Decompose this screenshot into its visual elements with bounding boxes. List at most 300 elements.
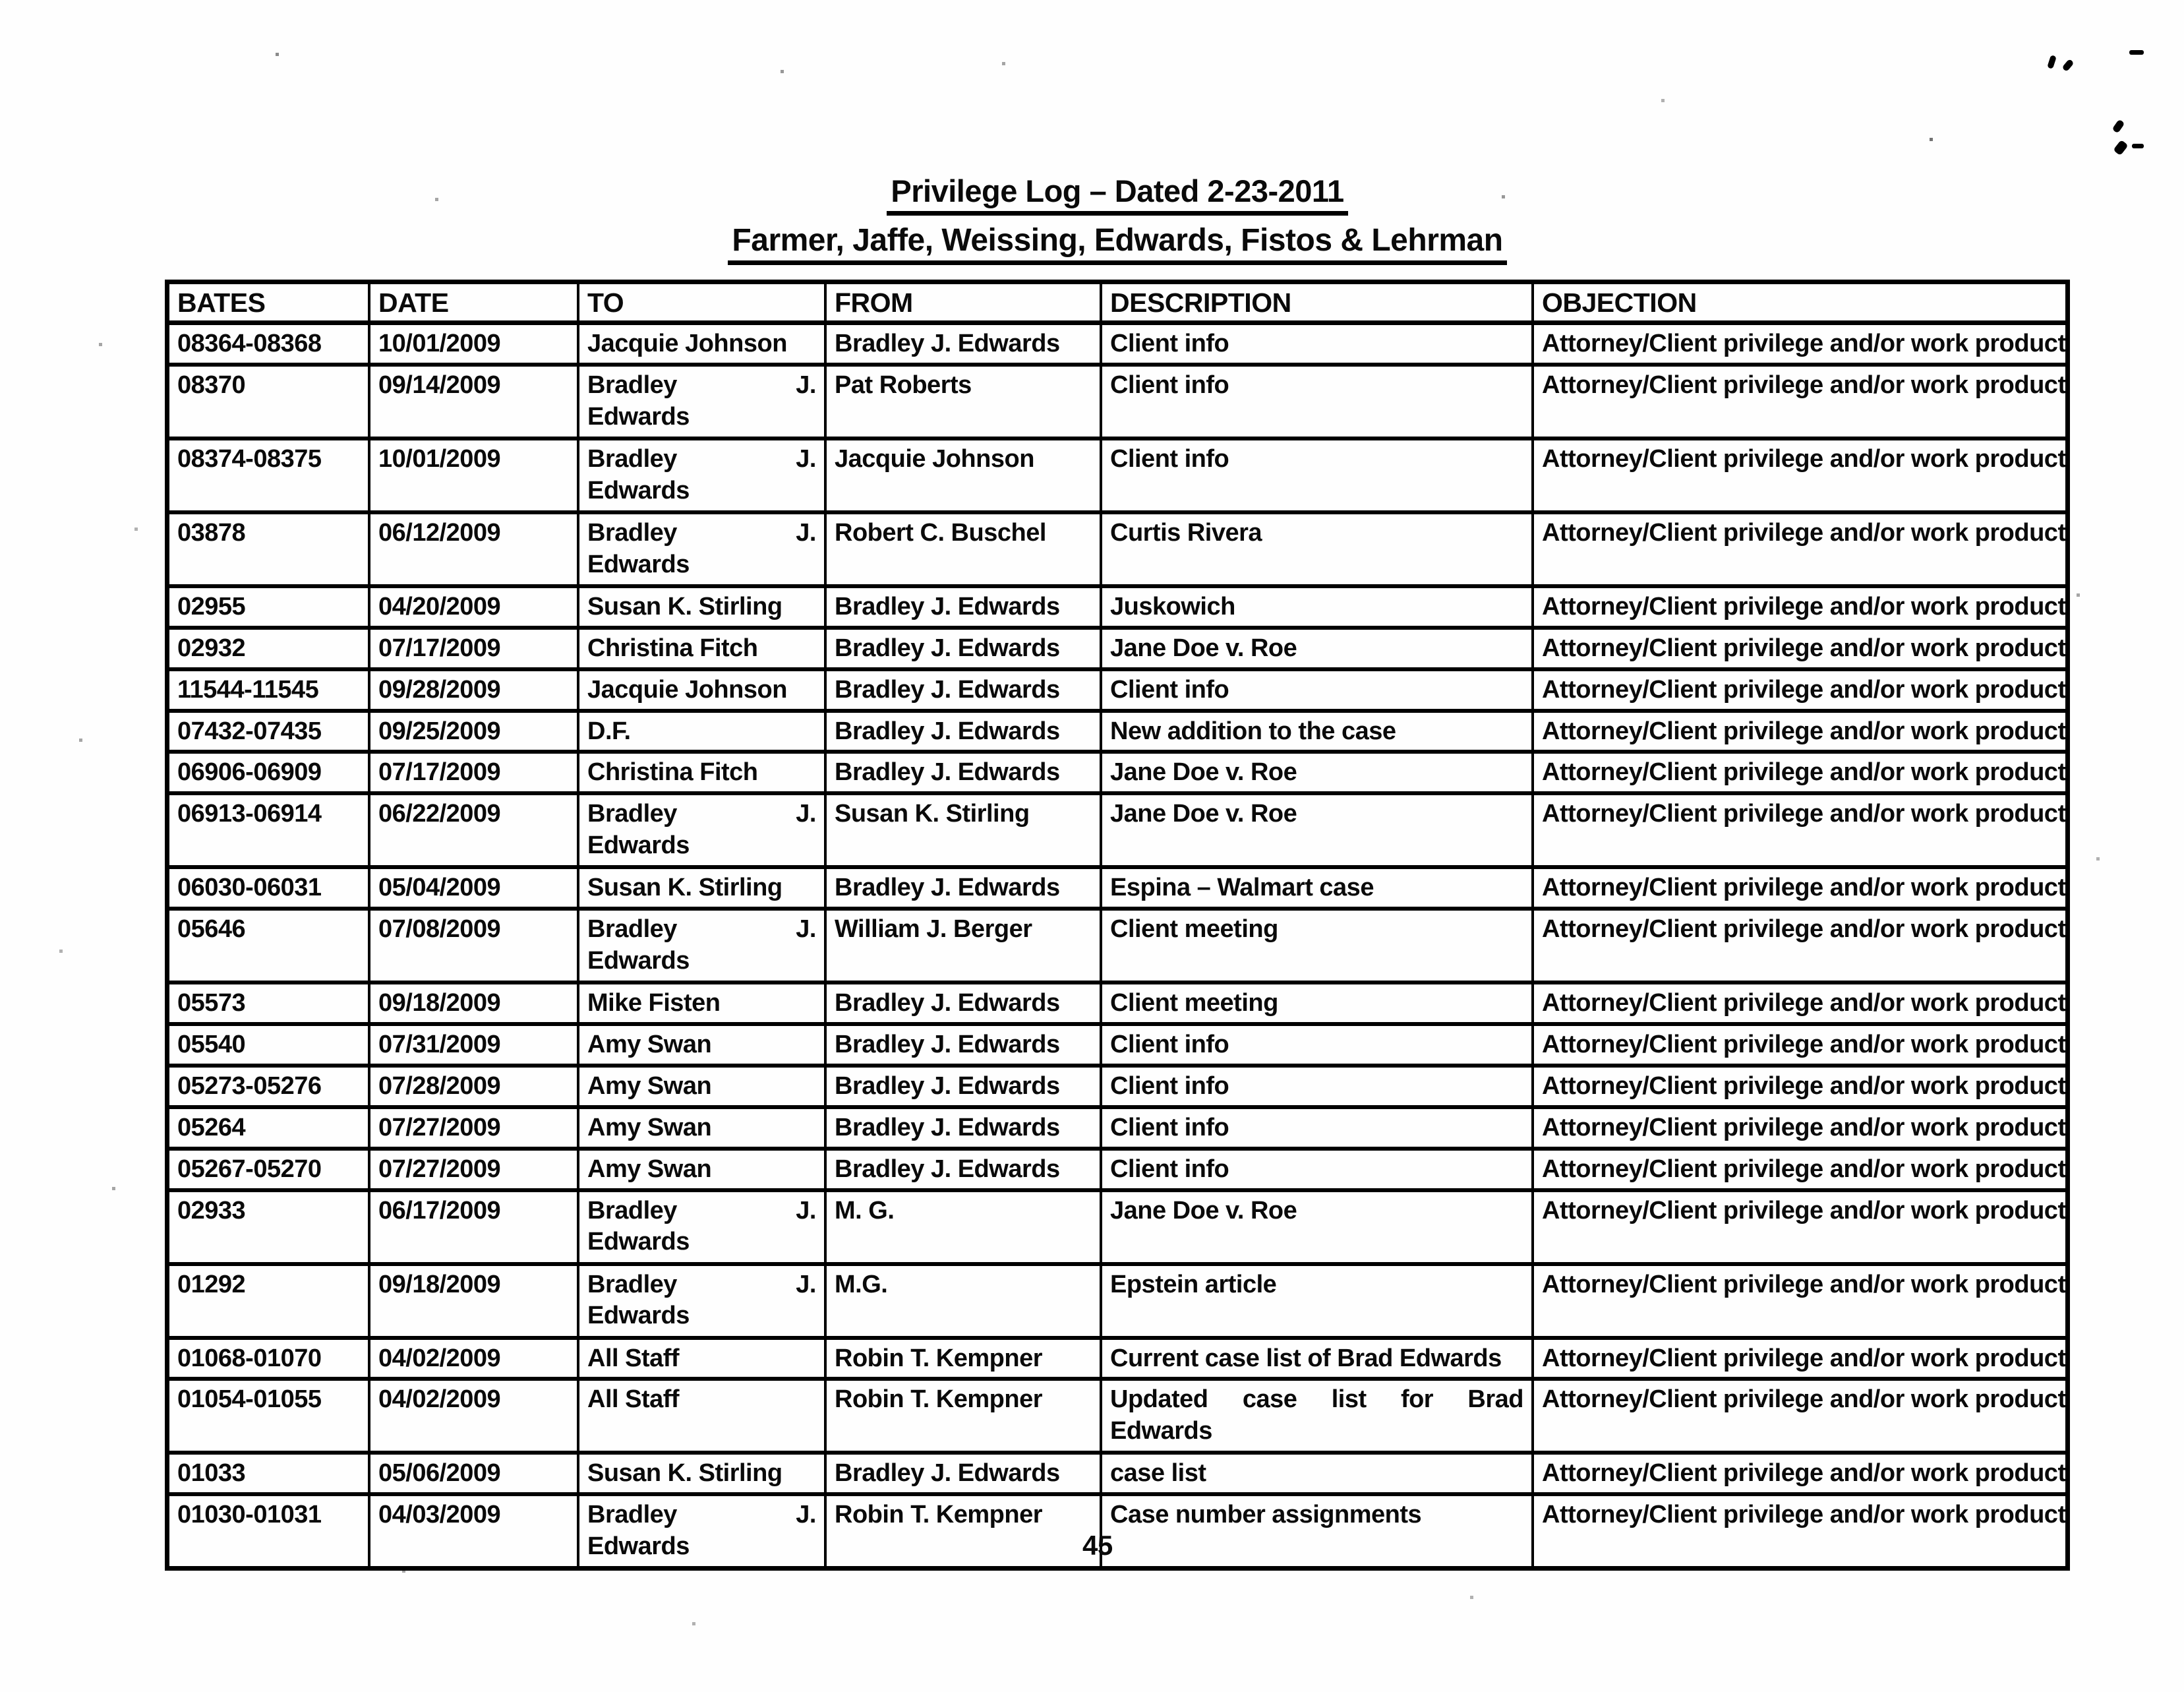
cell-from <box>825 1338 1101 1379</box>
cell-text: Bradley J. Edwards <box>835 1072 1060 1100</box>
cell-line <box>177 872 360 904</box>
cell-text: 07/28/2009 <box>378 1072 501 1100</box>
cell-line <box>1110 370 1523 402</box>
cell-date <box>369 1338 578 1379</box>
cell-description <box>1101 867 1533 909</box>
cell-text: Susan K. Stirling <box>587 874 782 902</box>
cell-line <box>1542 328 2066 360</box>
cell-bates <box>167 365 370 438</box>
cell-text: Curtis Rivera <box>1110 518 1262 547</box>
cell-text: Edwards <box>587 402 690 431</box>
cell-text: Bradley <box>587 800 677 828</box>
cell-date <box>369 1190 578 1264</box>
cell-text: Bradley J. Edwards <box>835 1459 1060 1488</box>
cell-description <box>1101 1190 1533 1264</box>
cell-line <box>835 1458 1092 1490</box>
cell-line <box>587 716 816 748</box>
cell-line <box>1110 633 1523 665</box>
cell-text: Attorney/Client privilege and/or work product <box>1542 371 2066 399</box>
cell-date <box>369 1264 578 1338</box>
cell-line <box>1542 1499 2066 1531</box>
cell-date <box>369 982 578 1024</box>
cell-description <box>1101 909 1533 982</box>
cell-text: Bradley J. Edwards <box>835 874 1060 902</box>
cell-text: Attorney/Client privilege and/or work product <box>1542 518 2066 547</box>
table-row <box>167 1066 2068 1107</box>
cell-text: Client info <box>1110 371 1229 399</box>
cell-objection <box>1533 982 2068 1024</box>
cell-text: case list <box>1110 1459 1206 1488</box>
cell-line <box>587 1531 816 1563</box>
cell-line <box>587 518 816 549</box>
cell-bates <box>167 323 370 365</box>
cell-line <box>378 444 569 475</box>
cell-from <box>825 669 1101 711</box>
cell-objection <box>1533 628 2068 669</box>
cell-text: Bradley J. Edwards <box>835 592 1060 620</box>
cell-line <box>587 549 816 581</box>
cell-line <box>378 757 569 789</box>
cell-objection <box>1533 752 2068 793</box>
cell-to <box>578 586 825 628</box>
cell-date <box>369 1494 578 1568</box>
cell-date <box>369 1066 578 1107</box>
cell-line <box>378 518 569 549</box>
cell-text: Attorney/Client privilege and/or work product <box>1542 758 2066 787</box>
cell-objection <box>1533 438 2068 512</box>
cell-line <box>177 1112 360 1144</box>
cell-text: Attorney/Client privilege and/or work product <box>1542 1344 2066 1372</box>
cell-text: Robert C. Buschel <box>835 518 1046 547</box>
cell-text: 07/17/2009 <box>378 634 501 662</box>
cell-text: Espina – Walmart case <box>1110 874 1374 902</box>
cell-description <box>1101 1453 1533 1494</box>
cell-line <box>378 1071 569 1103</box>
cell-text: Client info <box>1110 1031 1229 1058</box>
cell-to <box>578 438 825 512</box>
cell-text: 09/18/2009 <box>378 989 501 1017</box>
cell-line <box>1542 675 2066 706</box>
cell-line <box>1542 633 2066 665</box>
cell-line <box>1110 1416 1523 1447</box>
cell-to <box>578 1024 825 1066</box>
cell-text: Robin T. Kempner <box>835 1385 1043 1414</box>
cell-objection <box>1533 909 2068 982</box>
cell-from <box>825 711 1101 752</box>
cell-description <box>1101 711 1533 752</box>
cell-text: Bradley J. Edwards <box>835 1031 1060 1058</box>
cell-text: Attorney/Client privilege and/or work product <box>1542 717 2066 745</box>
cell-line <box>378 1343 569 1375</box>
cell-text: 01033 <box>177 1459 246 1488</box>
cell-text: Edwards <box>587 947 690 975</box>
cell-text: 03878 <box>177 518 246 547</box>
cell-text: 04/02/2009 <box>378 1385 501 1414</box>
scan-mark <box>2129 50 2144 55</box>
cell-text: 06030-06031 <box>177 874 322 902</box>
cell-line <box>587 633 816 665</box>
cell-text: Bradley J. Edwards <box>835 330 1060 357</box>
cell-line <box>1110 1499 1523 1531</box>
cell-line <box>1110 591 1523 623</box>
cell-description <box>1101 1264 1533 1338</box>
table-row <box>167 1264 2068 1338</box>
cell-line <box>1110 328 1523 360</box>
cell-text: 02955 <box>177 592 246 620</box>
cell-line <box>1110 1154 1523 1186</box>
cell-text: Bradley J. Edwards <box>835 717 1060 745</box>
cell-bates <box>167 1264 370 1338</box>
cell-line <box>587 799 816 830</box>
cell-line <box>835 872 1092 904</box>
cell-text: New addition to the case <box>1110 717 1396 745</box>
cell-line <box>378 799 569 830</box>
cell-to <box>578 1066 825 1107</box>
cell-date <box>369 1107 578 1149</box>
table-row <box>167 1024 2068 1066</box>
cell-description <box>1101 793 1533 867</box>
table-row <box>167 512 2068 586</box>
cell-text: list <box>1331 1385 1367 1414</box>
cell-text: Bradley <box>587 518 677 547</box>
cell-text: 08370 <box>177 371 246 399</box>
cell-text: Edwards <box>1110 1417 1212 1445</box>
cell-from <box>825 365 1101 438</box>
cell-text: Client meeting <box>1110 989 1278 1017</box>
scan-artifacts <box>0 0 1 1</box>
cell-line <box>177 328 360 360</box>
cell-line <box>1542 1384 2066 1416</box>
cell-text: J. <box>796 915 816 944</box>
cell-from <box>825 586 1101 628</box>
cell-line <box>177 988 360 1019</box>
cell-text: 07/27/2009 <box>378 1155 501 1183</box>
cell-line <box>177 1195 360 1227</box>
cell-to <box>578 669 825 711</box>
cell-bates <box>167 1494 370 1568</box>
cell-from <box>825 512 1101 586</box>
cell-line <box>177 1269 360 1301</box>
cell-description <box>1101 752 1533 793</box>
cell-bates <box>167 628 370 669</box>
cell-line <box>177 914 360 946</box>
cell-line <box>835 914 1092 946</box>
cell-text: 01030-01031 <box>177 1501 322 1529</box>
cell-text: Christina Fitch <box>587 758 758 787</box>
cell-from <box>825 323 1101 365</box>
cell-text: Jane Doe v. Roe <box>1110 1196 1297 1224</box>
cell-bates <box>167 669 370 711</box>
cell-line <box>1110 1029 1523 1061</box>
cell-bates <box>167 982 370 1024</box>
scan-mark <box>2112 119 2125 134</box>
cell-date <box>369 628 578 669</box>
cell-text: Bradley J. Edwards <box>835 1113 1060 1141</box>
cell-text: Attorney/Client privilege and/or work product <box>1542 634 2066 662</box>
cell-text: J. <box>796 371 816 399</box>
cell-text: Attorney/Client privilege and/or work product <box>1542 1155 2066 1183</box>
table-row <box>167 1338 2068 1379</box>
cell-text: All Staff <box>587 1385 680 1414</box>
cell-from <box>825 793 1101 867</box>
cell-to <box>578 365 825 438</box>
cell-text: Jane Doe v. Roe <box>1110 634 1297 662</box>
cell-text: Jacquie Johnson <box>587 675 787 704</box>
cell-text: Amy Swan <box>587 1155 712 1183</box>
cell-text: 06906-06909 <box>177 758 322 787</box>
cell-from <box>825 1190 1101 1264</box>
cell-description <box>1101 1494 1533 1568</box>
cell-line <box>835 716 1092 748</box>
cell-text: Attorney/Client privilege and/or work product <box>1542 1385 2066 1414</box>
cell-from <box>825 1379 1101 1453</box>
cell-text: 04/20/2009 <box>378 592 501 620</box>
cell-text: for <box>1400 1385 1434 1414</box>
cell-line <box>378 1269 569 1301</box>
cell-bates <box>167 909 370 982</box>
cell-text: Robin T. Kempner <box>835 1344 1043 1372</box>
cell-to <box>578 1264 825 1338</box>
cell-text: 08364-08368 <box>177 330 322 357</box>
cell-to <box>578 1494 825 1568</box>
cell-line <box>177 1154 360 1186</box>
cell-line <box>835 1071 1092 1103</box>
cell-date <box>369 438 578 512</box>
cell-from <box>825 628 1101 669</box>
cell-text: Edwards <box>587 550 690 578</box>
cell-line <box>1542 799 2066 830</box>
cell-text: All Staff <box>587 1344 680 1372</box>
scan-mark <box>2113 140 2128 156</box>
cell-line <box>1110 518 1523 549</box>
cell-text: J. <box>796 444 816 473</box>
cell-bates <box>167 793 370 867</box>
cell-line <box>835 1112 1092 1144</box>
table-row <box>167 1190 2068 1264</box>
cell-line <box>587 946 816 977</box>
cell-date <box>369 867 578 909</box>
cell-text: Mike Fisten <box>587 989 721 1017</box>
cell-to <box>578 1338 825 1379</box>
cell-description <box>1101 1024 1533 1066</box>
cell-text: Robin T. Kempner <box>835 1501 1043 1529</box>
cell-objection <box>1533 323 2068 365</box>
cell-date <box>369 752 578 793</box>
cell-description <box>1101 512 1533 586</box>
cell-date <box>369 793 578 867</box>
cell-line <box>835 988 1092 1019</box>
cell-line <box>835 1029 1092 1061</box>
table-row <box>167 323 2068 365</box>
table-row <box>167 982 2068 1024</box>
cell-from <box>825 1066 1101 1107</box>
cell-text: Attorney/Client privilege and/or work product <box>1542 330 2066 357</box>
cell-date <box>369 1149 578 1190</box>
cell-date <box>369 1024 578 1066</box>
cell-objection <box>1533 586 2068 628</box>
table-row <box>167 1107 2068 1149</box>
cell-text: Attorney/Client privilege and/or work product <box>1542 989 2066 1017</box>
cell-line <box>378 633 569 665</box>
cell-line <box>1542 757 2066 789</box>
table-row <box>167 365 2068 438</box>
table-row <box>167 793 2068 867</box>
cell-text: Jane Doe v. Roe <box>1110 758 1297 787</box>
cell-line <box>835 633 1092 665</box>
cell-text: J. <box>796 518 816 547</box>
cell-text: Bradley J. Edwards <box>835 758 1060 787</box>
cell-from <box>825 438 1101 512</box>
cell-line <box>177 1029 360 1061</box>
cell-line <box>835 444 1092 475</box>
cell-line <box>587 1269 816 1301</box>
cell-bates <box>167 752 370 793</box>
cell-line <box>177 675 360 706</box>
cell-to <box>578 909 825 982</box>
cell-text: Bradley <box>587 444 677 473</box>
cell-text: Jane Doe v. Roe <box>1110 800 1297 828</box>
cell-description <box>1101 365 1533 438</box>
cell-line <box>1110 914 1523 946</box>
column-header-date: DATE <box>369 282 578 323</box>
page-title: Privilege Log – Dated 2-23-2011 <box>887 173 1347 216</box>
cell-line <box>835 518 1092 549</box>
cell-bates <box>167 1453 370 1494</box>
cell-text: Attorney/Client privilege and/or work product <box>1542 800 2066 828</box>
cell-line <box>587 757 816 789</box>
cell-text: 06/17/2009 <box>378 1196 501 1224</box>
cell-line <box>1542 1458 2066 1490</box>
cell-line <box>378 872 569 904</box>
column-header-from: FROM <box>825 282 1101 323</box>
cell-line <box>1542 591 2066 623</box>
cell-text: 07/31/2009 <box>378 1031 501 1058</box>
cell-bates <box>167 438 370 512</box>
cell-to <box>578 1107 825 1149</box>
cell-line <box>1542 716 2066 748</box>
table-row <box>167 752 2068 793</box>
cell-date <box>369 711 578 752</box>
cell-line <box>587 1499 816 1531</box>
cell-to <box>578 1190 825 1264</box>
cell-text: M. G. <box>835 1196 895 1224</box>
cell-to <box>578 982 825 1024</box>
cell-description <box>1101 1149 1533 1190</box>
cell-text: 05/04/2009 <box>378 874 501 902</box>
table-body <box>167 323 2068 1569</box>
cell-text: Attorney/Client privilege and/or work product <box>1542 444 2066 473</box>
cell-to <box>578 752 825 793</box>
cell-line <box>1542 1071 2066 1103</box>
cell-text: 11544-11545 <box>177 675 319 704</box>
cell-to <box>578 628 825 669</box>
cell-objection <box>1533 1264 2068 1338</box>
cell-line <box>1542 1343 2066 1375</box>
cell-text: 07/08/2009 <box>378 915 501 944</box>
cell-objection <box>1533 512 2068 586</box>
cell-text: 05267-05270 <box>177 1155 322 1183</box>
cell-text: Bradley <box>587 1196 677 1224</box>
cell-line <box>378 1112 569 1144</box>
table-head <box>167 282 2068 323</box>
cell-text: 05/06/2009 <box>378 1459 501 1488</box>
cell-bates <box>167 1338 370 1379</box>
cell-objection <box>1533 1338 2068 1379</box>
cell-line <box>835 370 1092 402</box>
cell-line <box>835 757 1092 789</box>
cell-line <box>378 716 569 748</box>
cell-from <box>825 1494 1101 1568</box>
cell-line <box>587 1226 816 1258</box>
cell-text: 05646 <box>177 915 246 944</box>
cell-text: Bradley <box>587 1501 677 1529</box>
cell-date <box>369 323 578 365</box>
cell-objection <box>1533 711 2068 752</box>
cell-line <box>1110 1458 1523 1490</box>
cell-text: Brad <box>1467 1385 1523 1414</box>
cell-line <box>378 1499 569 1531</box>
cell-line <box>378 328 569 360</box>
cell-objection <box>1533 1107 2068 1149</box>
cell-from <box>825 1453 1101 1494</box>
cell-text: Attorney/Client privilege and/or work product <box>1542 1196 2066 1224</box>
cell-line <box>587 444 816 475</box>
cell-text: 05573 <box>177 989 246 1017</box>
cell-text: Bradley <box>587 371 677 399</box>
cell-line <box>1110 1384 1523 1416</box>
cell-line <box>1110 799 1523 830</box>
cell-bates <box>167 1149 370 1190</box>
cell-text: Edwards <box>587 1532 690 1561</box>
cell-line <box>177 1071 360 1103</box>
cell-bates <box>167 711 370 752</box>
cell-line <box>378 591 569 623</box>
cell-bates <box>167 1024 370 1066</box>
cell-bates <box>167 867 370 909</box>
cell-line <box>587 402 816 433</box>
table-row <box>167 1379 2068 1453</box>
cell-to <box>578 1149 825 1190</box>
cell-line <box>378 1458 569 1490</box>
table-row <box>167 711 2068 752</box>
cell-text: Jacquie Johnson <box>587 330 787 357</box>
cell-text: M.G. <box>835 1270 888 1298</box>
cell-date <box>369 1379 578 1453</box>
cell-line <box>835 1195 1092 1227</box>
cell-text: 06913-06914 <box>177 800 322 828</box>
cell-text: 09/25/2009 <box>378 717 501 745</box>
cell-text: Client info <box>1110 330 1229 357</box>
cell-to <box>578 867 825 909</box>
cell-line <box>177 1384 360 1416</box>
cell-description <box>1101 1107 1533 1149</box>
cell-to <box>578 711 825 752</box>
cell-objection <box>1533 1190 2068 1264</box>
cell-objection <box>1533 1149 2068 1190</box>
cell-line <box>1110 1269 1523 1301</box>
cell-bates <box>167 586 370 628</box>
cell-text: 09/28/2009 <box>378 675 501 704</box>
cell-line <box>378 988 569 1019</box>
cell-text: 06/22/2009 <box>378 800 501 828</box>
cell-text: Edwards <box>587 831 690 860</box>
cell-line <box>587 830 816 862</box>
cell-objection <box>1533 1494 2068 1568</box>
cell-line <box>835 591 1092 623</box>
scan-mark <box>2132 144 2144 148</box>
cell-to <box>578 793 825 867</box>
cell-from <box>825 752 1101 793</box>
